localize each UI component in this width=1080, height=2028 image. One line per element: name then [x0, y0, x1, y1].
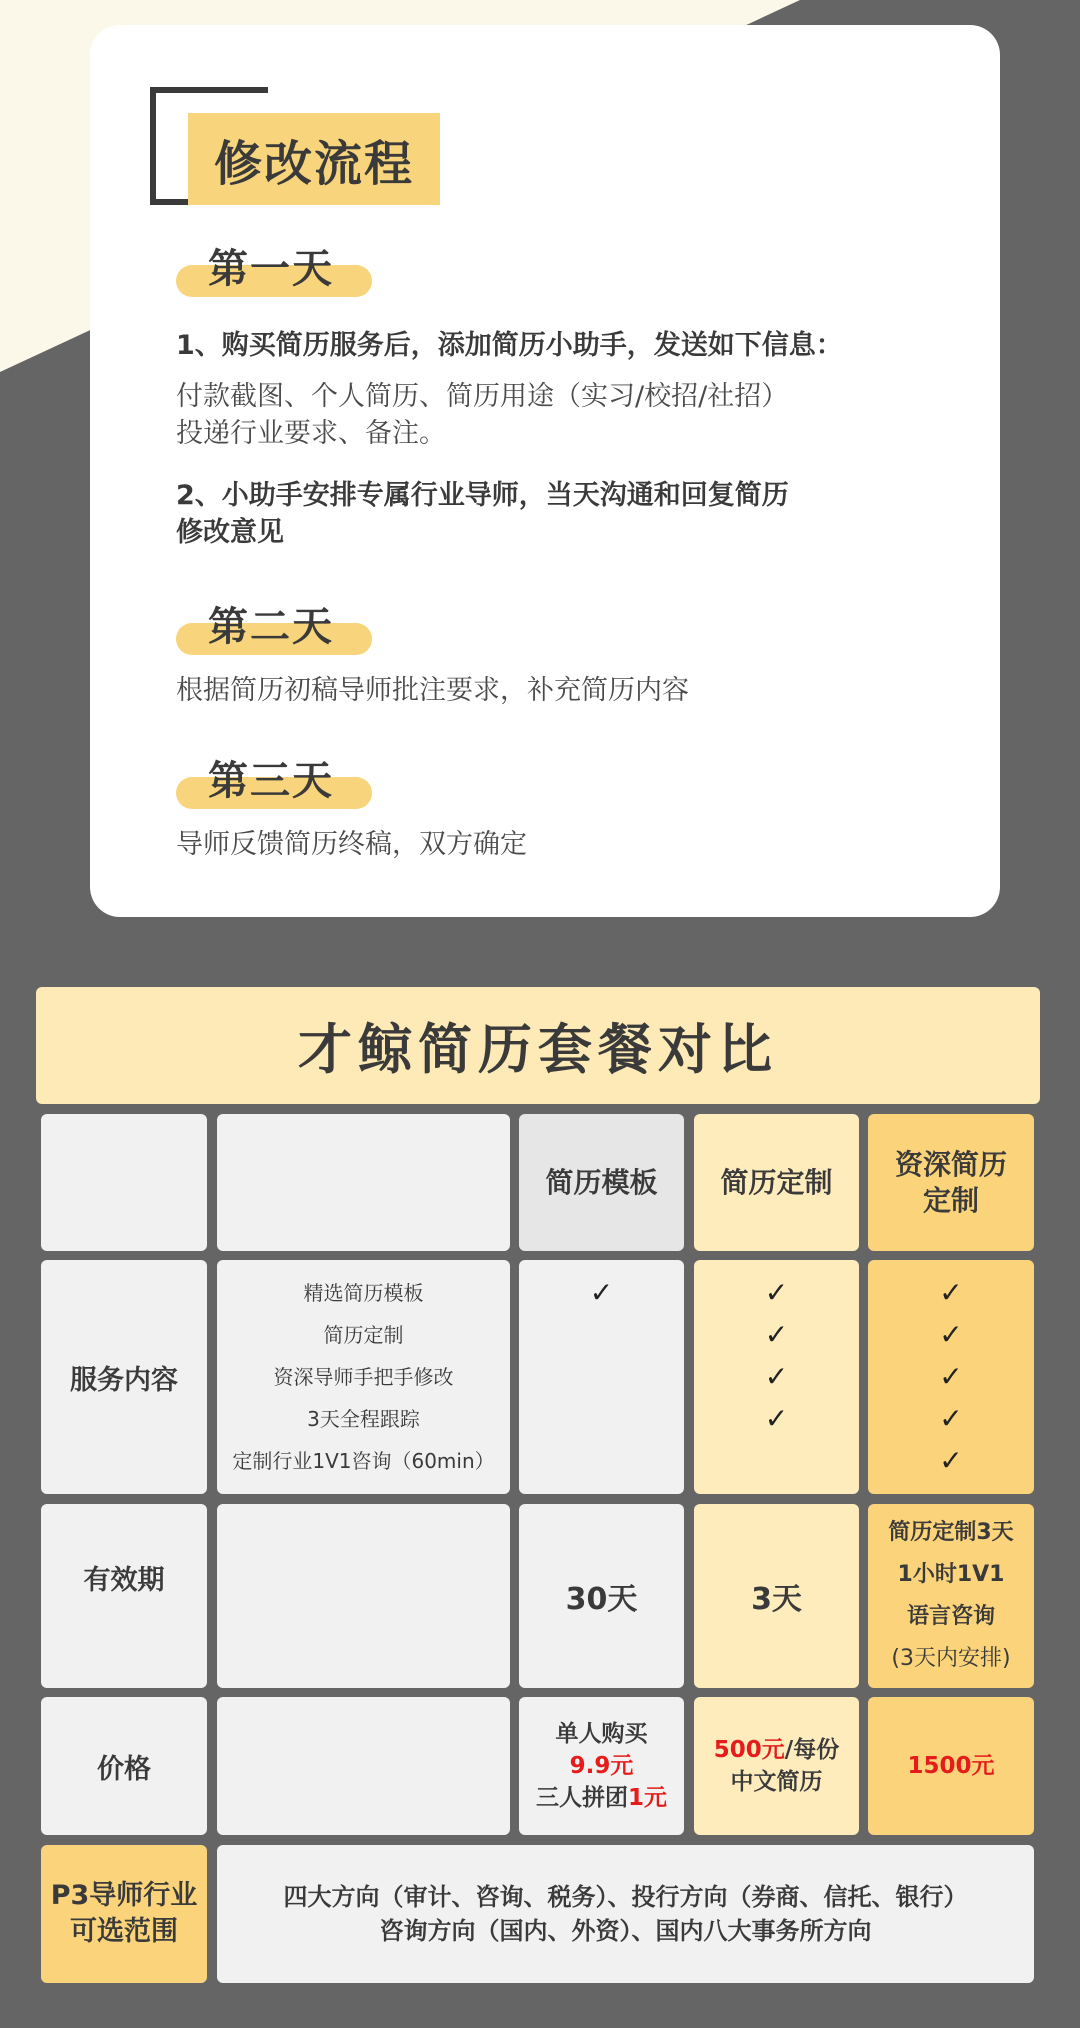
process-card: [90, 25, 1000, 917]
check-icon: ✓: [939, 1402, 963, 1435]
list-item: 简历定制: [323, 1323, 404, 1347]
header-empty-cell: [217, 1114, 510, 1251]
validity-senior: 简历定制3天 1小时1V1 语言咨询 (3天内安排): [868, 1504, 1034, 1688]
validity-custom: 3天: [694, 1504, 859, 1688]
custom-checks: [694, 1260, 859, 1494]
column-header-custom: 简历定制: [694, 1114, 859, 1251]
day-two-text: 根据简历初稿导师批注要求，补充简历内容: [176, 675, 689, 706]
day-three-text: 导师反馈简历终稿，双方确定: [176, 829, 527, 860]
price-custom: 500元/每份 中文简历: [694, 1697, 859, 1835]
template-checks: [519, 1260, 684, 1494]
price-senior: 1500元: [868, 1697, 1034, 1835]
row-label-validity: 有效期: [41, 1504, 207, 1688]
day-three-heading: 第三天: [176, 749, 372, 809]
process-title: 修改流程: [188, 113, 440, 205]
senior-checks: [868, 1260, 1034, 1494]
row-label-service: 服务内容: [41, 1260, 207, 1494]
day-one-heading: 第一天: [176, 237, 372, 297]
column-header-senior: 资深简历 定制: [868, 1114, 1034, 1251]
day-two-heading: 第二天: [176, 595, 372, 655]
check-icon: ✓: [939, 1318, 963, 1351]
comparison-title: 才鲸简历套餐对比: [36, 987, 1040, 1104]
check-icon: ✓: [764, 1318, 789, 1351]
check-icon: ✓: [939, 1360, 963, 1393]
check-icon: ✓: [589, 1276, 614, 1309]
header-empty-cell: [41, 1114, 207, 1251]
list-item: 精选简历模板: [303, 1281, 424, 1305]
column-header-template: 简历模板: [519, 1114, 684, 1251]
day-one-step-info: 付款截图、个人简历、简历用途（实习/校招/社招） 投递行业要求、备注。: [176, 381, 789, 449]
price-template: 单人购买 9.9元 三人拼团1元: [519, 1697, 684, 1835]
validity-empty-cell: [217, 1504, 510, 1688]
row-label-price: 价格: [41, 1697, 207, 1835]
check-icon: ✓: [764, 1276, 789, 1309]
day-one-step-2: 2、小助手安排专属行业导师，当天沟通和回复简历 修改意见: [176, 480, 789, 548]
check-icon: ✓: [939, 1276, 963, 1309]
scope-text: 四大方向（审计、咨询、税务）、投行方向（券商、信托、银行） 咨询方向（国内、外资）、国内八大事务所方向: [217, 1845, 1034, 1983]
price-empty-cell: [217, 1697, 510, 1835]
row-label-scope: P3导师行业 可选范围: [41, 1845, 207, 1983]
service-items-list: [217, 1260, 510, 1494]
day-one-step-1: 1、购买简历服务后，添加简历小助手，发送如下信息：: [176, 330, 843, 361]
check-icon: ✓: [939, 1444, 963, 1477]
validity-template: 30天: [519, 1504, 684, 1688]
check-icon: ✓: [764, 1360, 789, 1393]
list-item: 3天全程跟踪: [307, 1407, 420, 1431]
list-item: 资深导师手把手修改: [273, 1365, 454, 1389]
list-item: 定制行业1V1咨询（60min）: [232, 1449, 495, 1473]
check-icon: ✓: [764, 1402, 789, 1435]
